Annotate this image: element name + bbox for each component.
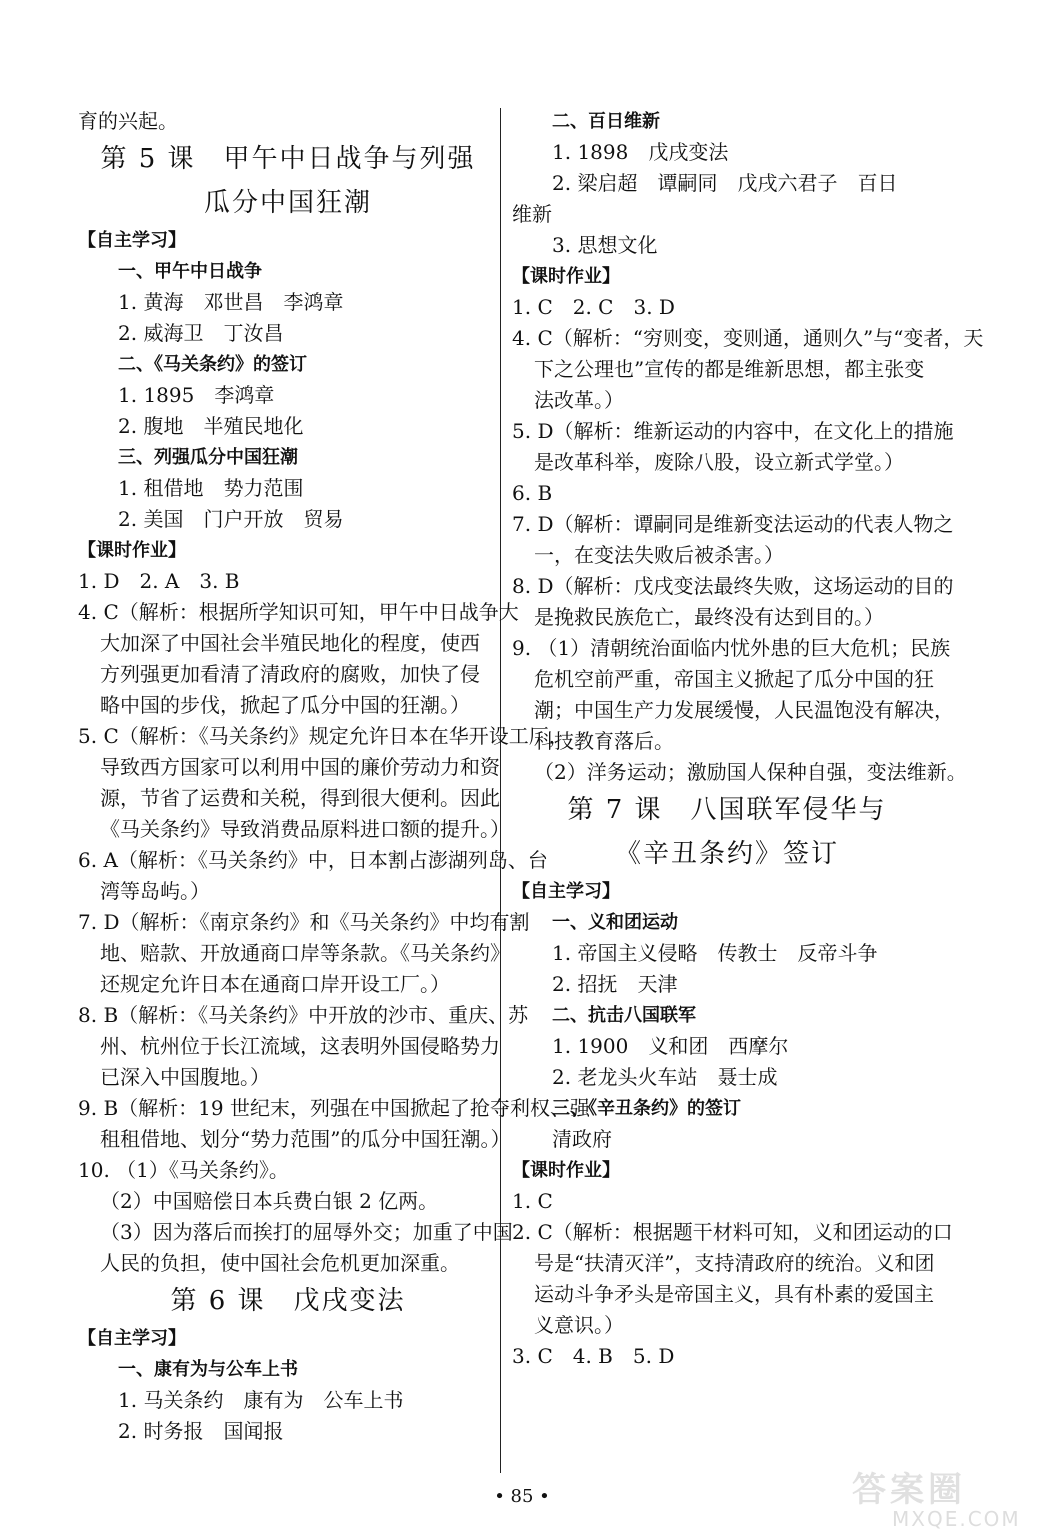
- text-line: 1. C: [512, 1189, 553, 1213]
- text-line: （2）中国赔偿日本兵费白银 2 亿两。: [100, 1189, 439, 1213]
- text-line: 9. （1）清朝统治面临内忧外患的巨大危机；民族: [512, 636, 951, 660]
- text-line: 运动斗争矛头是帝国主义，具有朴素的爱国主: [534, 1282, 934, 1306]
- text-line: 5. D（解析：维新运动的内容中，在文化上的措施: [512, 419, 954, 443]
- text-line: 2. C（解析：根据题干材料可知，义和团运动的口: [512, 1220, 953, 1244]
- text-line: 3. C 4. B 5. D: [512, 1344, 675, 1368]
- text-line: 略中国的步伐，掀起了瓜分中国的狂潮。）: [100, 693, 470, 717]
- text-line: 1. 1898 戊戌变法: [552, 140, 729, 164]
- column-divider: [500, 108, 501, 1473]
- text-line: 已深入中国腹地。）: [100, 1065, 270, 1089]
- subsection-heading: 三、列强瓜分中国狂潮: [118, 447, 298, 468]
- subsection-heading: 一、义和团运动: [552, 912, 678, 933]
- text-line: 号是“扶清灭洋”，支持清政府的统治。义和团: [534, 1251, 935, 1275]
- text-line: 还规定允许日本在通商口岸开设工厂。）: [100, 972, 450, 996]
- text-line: 4. C（解析：“穷则变，变则通，通则久”与“变者，天: [512, 326, 984, 350]
- text-line: 下之公理也”宣传的都是维新思想，都主张变: [534, 357, 925, 381]
- watermark-text: 答案圈: [852, 1470, 966, 1510]
- text-line: 湾等岛屿。）: [100, 879, 210, 903]
- text-line: 6. A（解析：《马关条约》中，日本割占澎湖列岛、台: [78, 848, 548, 872]
- text-line: 是挽救民族危亡，最终没有达到目的。）: [534, 605, 884, 629]
- text-line: 10. （1）《马关条约》。: [78, 1158, 289, 1182]
- text-line: 1. 马关条约 康有为 公车上书: [118, 1388, 404, 1412]
- text-line: 法改革。）: [534, 388, 624, 412]
- lesson-title: 第 7 课 八国联军侵华与: [567, 795, 887, 825]
- text-line: 1. 1900 义和团 西摩尔: [552, 1034, 789, 1058]
- text-line: 2. 腹地 半殖民地化: [118, 414, 304, 438]
- text-line: 方列强更加看清了清政府的腐败，加快了侵: [100, 662, 480, 686]
- text-line: 维新: [512, 202, 552, 226]
- text-line: 8. D（解析：戊戌变法最终失败，这场运动的目的: [512, 574, 954, 598]
- text-line: 《马关条约》导致消费品原料进口额的提升。）: [100, 817, 510, 841]
- text-line: 7. D（解析：谭嗣同是维新变法运动的代表人物之: [512, 512, 954, 536]
- page-number: • 85 •: [494, 1486, 550, 1507]
- text-line: 清政府: [552, 1127, 612, 1151]
- text-line: 8. B（解析：《马关条约》中开放的沙市、重庆、苏: [78, 1003, 529, 1027]
- text-line: 2. 梁启超 谭嗣同 戊戌六君子 百日: [552, 171, 898, 195]
- text-line: 1. 帝国主义侵略 传教士 反帝斗争: [552, 941, 878, 965]
- text-line: 1. 黄海 邓世昌 李鸿章: [118, 290, 344, 314]
- lesson-title: 瓜分中国狂潮: [203, 188, 372, 218]
- text-line: 6. B: [512, 481, 553, 505]
- subsection-heading: 二、百日维新: [552, 111, 660, 132]
- text-line: 2. 美国 门户开放 贸易: [118, 507, 344, 531]
- text-line: 人民的负担，使中国社会危机更加深重。: [100, 1251, 460, 1275]
- text-line: 2. 招抚 天津: [552, 972, 678, 996]
- text-line: 2. 威海卫 丁汝昌: [118, 321, 284, 345]
- subsection-heading: 二、抗击八国联军: [552, 1005, 696, 1026]
- lesson-title: 第 6 课 戊戌变法: [170, 1286, 406, 1316]
- text-line: 源，节省了运费和关税，得到很大便利。因此: [100, 786, 500, 810]
- section-heading: 【自主学习】: [78, 1328, 186, 1349]
- right-column: [512, 106, 984, 1372]
- text-line: 1. 租借地 势力范围: [118, 476, 304, 500]
- text-line: （3）因为落后而挨打的屈辱外交；加重了中国: [100, 1220, 513, 1244]
- text-line: 1. C 2. C 3. D: [512, 295, 675, 319]
- text-line: 导致西方国家可以利用中国的廉价劳动力和资: [100, 755, 500, 779]
- section-heading: 【课时作业】: [512, 1160, 620, 1181]
- section-heading: 【课时作业】: [78, 540, 186, 561]
- lesson-title: 《辛丑条约》签订: [614, 839, 839, 869]
- watermark-url: MXQE.COM: [892, 1507, 1021, 1531]
- subsection-heading: 一、康有为与公车上书: [118, 1359, 298, 1380]
- text-line: 危机空前严重，帝国主义掀起了瓜分中国的狂: [534, 667, 934, 691]
- section-heading: 【自主学习】: [78, 230, 186, 251]
- lesson-title: 第 5 课 甲午中日战争与列强: [100, 144, 476, 174]
- text-line: 科技教育落后。: [534, 729, 674, 753]
- text-line: 9. B（解析：19 世纪末，列强在中国掀起了抢夺利权、强: [78, 1096, 590, 1120]
- text-line: 潮；中国生产力发展缓慢，人民温饱没有解决，: [534, 698, 954, 722]
- text-line: 州、杭州位于长江流域，这表明外国侵略势力: [100, 1034, 500, 1058]
- text-line: 是改革科举，废除八股，设立新式学堂。）: [534, 450, 904, 474]
- text-line: 租租借地、划分“势力范围”的瓜分中国狂潮。）: [100, 1127, 511, 1151]
- text-line: 一，在变法失败后被杀害。）: [534, 543, 784, 567]
- subsection-heading: 三、《辛丑条约》的签订: [552, 1098, 741, 1119]
- text-line: 育的兴起。: [78, 109, 178, 133]
- text-line: 2. 时务报 国闻报: [118, 1419, 284, 1443]
- text-line: （2）洋务运动；激励国人保种自强，变法维新。: [534, 760, 967, 784]
- text-line: 3. 思想文化: [552, 233, 658, 257]
- text-line: 大加深了中国社会半殖民地化的程度，使西: [100, 631, 480, 655]
- watermark-logo: [852, 1462, 1032, 1532]
- text-line: 义意识。）: [534, 1313, 624, 1337]
- text-line: 地、赔款、开放通商口岸等条款。《马关条约》: [100, 941, 510, 965]
- text-line: 1. 1895 李鸿章: [118, 383, 275, 407]
- text-line: 1. D 2. A 3. B: [78, 569, 240, 593]
- text-line: 5. C（解析：《马关条约》规定允许日本在华开设工厂，: [78, 724, 569, 748]
- text-line: 7. D（解析：《南京条约》和《马关条约》中均有割: [78, 910, 530, 934]
- text-line: 4. C（解析：根据所学知识可知，甲午中日战争大: [78, 600, 519, 624]
- section-heading: 【自主学习】: [512, 881, 620, 902]
- subsection-heading: 二、《马关条约》的签订: [118, 354, 307, 375]
- subsection-heading: 一、甲午中日战争: [118, 261, 262, 282]
- section-heading: 【课时作业】: [512, 266, 620, 287]
- text-line: 2. 老龙头火车站 聂士成: [552, 1065, 778, 1089]
